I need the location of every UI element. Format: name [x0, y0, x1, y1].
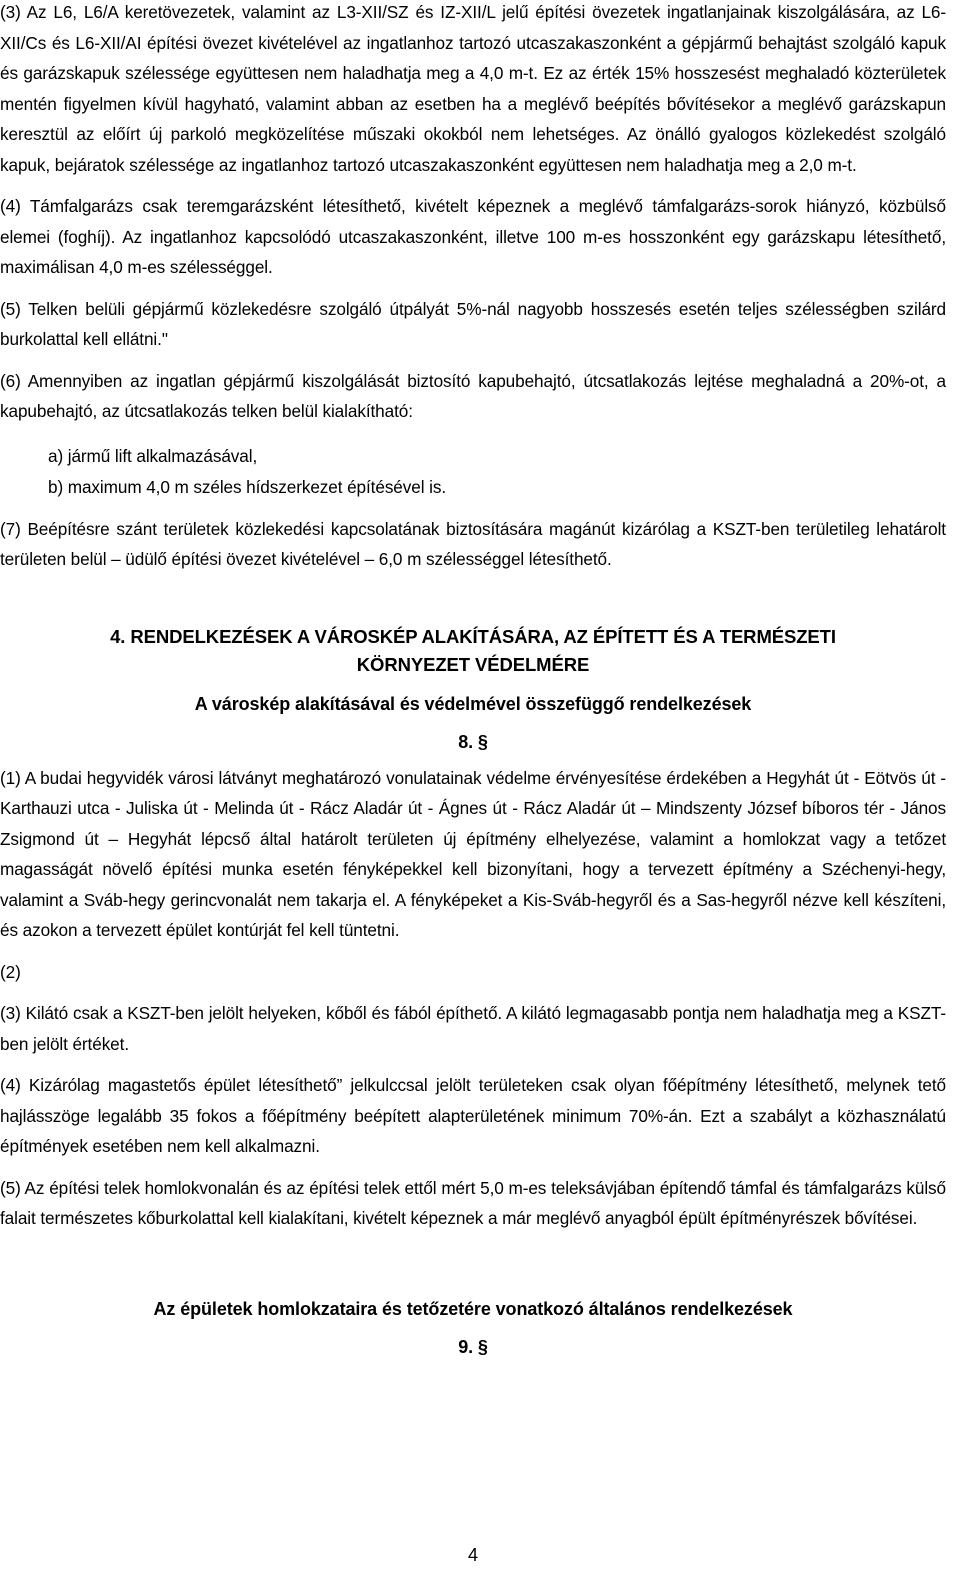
list-item: b) maximum 4,0 m széles hídszerkezet építésével is. — [48, 476, 447, 497]
section-number-8: 8. § — [458, 731, 488, 752]
s8-paragraph-2: (2) — [0, 961, 21, 982]
paragraph-5: (5) Telken belüli gépjármű közlekedésre szolgáló útpályát 5%-nál nagyobb hosszesés esetén teljes szélességben szilárd burkolattal kell ellátni." — [0, 298, 946, 349]
list-item: a) jármű lift alkalmazásával, — [48, 445, 258, 466]
section-subheading: A városkép alakításával és védelmével összefüggő rendelkezések — [194, 693, 752, 714]
paragraph-6: (6) Amennyiben az ingatlan gépjármű kiszolgálását biztosító kapubehajtó, útcsatlakozás lejtése meghaladná a 20%-ot, a kapubehajtó, az útcsatlakozás telken belül kialakítható: — [0, 370, 946, 421]
section-subheading: Az épületek homlokzataira és tetőzetére vonatkozó általános rendelkezések — [153, 1298, 793, 1319]
paragraph-7: (7) Beépítésre szánt területek közlekedési kapcsolatának biztosítására magánút kizárólag a KSZT-ben területileg lehatárolt területen belül – üdülő építési övezet kivételével – 6,0 m szélességgel létesíthető. — [0, 518, 946, 569]
s8-paragraph-1: (1) A budai hegyvidék városi látványt meghatározó vonulatainak védelme érvényesítése érdekében a Hegyhát út - Eötvös út - Karthauzi utca - Juliska út - Melinda út - Rácz Aladár út - Ágnes út - Rácz Aladár út – Mindszenty József bíboros tér - János Zsigmond út – Hegyhát lépcső által határolt területen új építmény elhelyezése, valamint a homlokzat vagy a tetőzet magasságát növelő építési munka esetén fényképekkel kell bizonyítani, hogy a tervezett építmény a Széchenyi-hegy, valamint a Sváb-hegy gerincvonalát nem takarja el. A fényképeket a Kis-Sváb-hegyről és a Sas-hegyről nézve kell készíteni, és azokon a tervezett épület kontúrját fel kell tüntetni. — [0, 767, 946, 940]
page-number: 4 — [468, 1545, 478, 1565]
s8-paragraph-4: (4) Kizárólag magastetős épület létesíthető” jelkulccsal jelölt területeken csak olyan főépítmény létesíthető, melynek tető hajlásszöge legalább 35 fokos a főépítmény beépített alapterületének minimum 70%-án. Ezt a szabályt a közhasználatú építmények esetében nem kell alkalmazni. — [0, 1075, 946, 1156]
chapter-heading: 4. RENDELKEZÉSEK A VÁROSKÉP ALAKÍTÁSÁRA, AZ ÉPÍTETT ÉS A TERMÉSZETI KÖRNYEZET VÉDELMÉRE — [110, 625, 836, 675]
s8-paragraph-3: (3) Kilátó csak a KSZT-ben jelölt helyeken, kőből és fából építhető. A kilátó legmagasabb pontja nem haladhatja meg a KSZT-ben jelölt értéket. — [0, 1003, 946, 1054]
options-list — [48, 441, 946, 503]
section-number-9: 9. § — [458, 1336, 488, 1357]
paragraph-4: (4) Támfalgarázs csak teremgarázsként létesíthető, kivételt képeznek a meglévő támfalgarázs-sorok hiányzó, közbülső elemei (foghíj). Az ingatlanhoz kapcsolódó utcaszakaszonként, illetve 100 m-es hosszonként egy garázskapu létesíthető, maximálisan 4,0 m-es szélességgel. — [0, 196, 946, 277]
paragraph-3: (3) Az L6, L6/A keretövezetek, valamint az L3-XII/SZ és IZ-XII/L jelű építési övezetek ingatlanjainak kiszolgálására, az L6-XII/Cs és L6-XII/AI építési övezet kivételével az ingatlanhoz tartozó utcaszakaszonként a gépjármű behajtást szolgáló kapuk és garázskapuk szélessége együttesen nem haladhatja meg a 4,0 m-t. Ez az érték 15% hosszesést meghaladó közterületek mentén figyelmen kívül hagyható, valamint abban az esetben ha a meglévő beépítés bővítésekor a meglévő garázskapun keresztül az előírt új parkoló megközelítése műszaki okokból nem lehetséges. Az önálló gyalogos közlekedést szolgáló kapuk, bejáratok szélessége az ingatlanhoz tartozó utcaszakaszonként együttesen nem haladhatja meg a 2,0 m-t. — [0, 2, 946, 175]
s8-paragraph-5: (5) Az építési telek homlokvonalán és az építési telek ettől mért 5,0 m-es teleksávjában építendő támfal és támfalgarázs külső falait természetes kőburkolattal kell kialakítani, kivételt képeznek a már meglévő anyagból épült építményrészek bővítései. — [0, 1177, 946, 1228]
